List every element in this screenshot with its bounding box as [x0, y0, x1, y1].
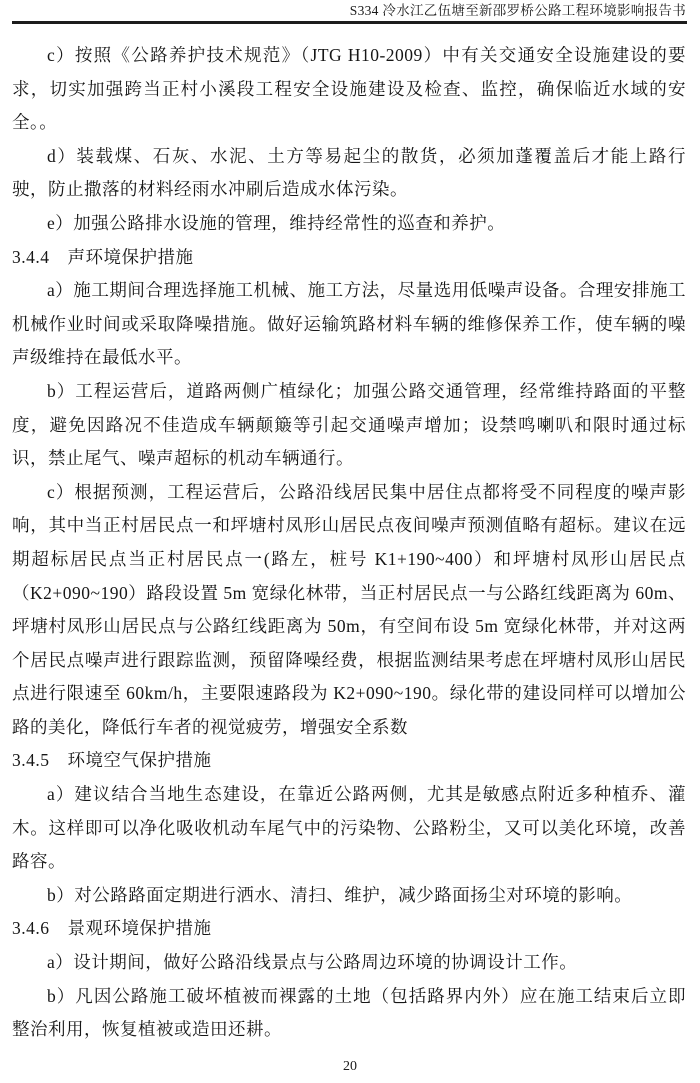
header-rule — [12, 21, 687, 24]
para-e-drainage: e）加强公路排水设施的管理，维持经常性的巡查和养护。 — [47, 212, 506, 233]
para-air-a: a）建议结合当地生态建设，在靠近公路两侧，尤其是敏感点附近多种植乔、灌木。这样即可以净化吸收机动车尾气中的污染物、公路粉尘，又可以美化环境，改善路容。 — [12, 784, 686, 872]
para-air-b: b）对公路路面定期进行洒水、清扫、维护，减少路面扬尘对环境的影响。 — [47, 884, 633, 905]
heading-3-4-5-air: 3.4.5 环境空气保护措施 — [12, 750, 212, 771]
running-title: S334 冷水江乙伍塘至新邵罗桥公路工程环境影响报告书 — [349, 3, 686, 18]
para-noise-a: a）施工期间合理选择施工机械、施工方法，尽量选用低噪声设备。合理安排施工机械作业时间或采取降噪措施。做好运输筑路材料车辆的维修保养工作，使车辆的噪声级维持在最低水平。 — [12, 280, 686, 368]
para-d-dust-cargo: d）装载煤、石灰、水泥、土方等易起尘的散货，必须加蓬覆盖后才能上路行驶，防止撒落的材料经雨水冲刷后造成水体污染。 — [12, 145, 686, 200]
heading-3-4-4-noise: 3.4.4 声环境保护措施 — [12, 246, 194, 267]
heading-3-4-6-landscape: 3.4.6 景观环境保护措施 — [12, 918, 212, 939]
page-number: 20 — [343, 1059, 357, 1074]
para-landscape-a: a）设计期间，做好公路沿线景点与公路周边环境的协调设计工作。 — [47, 952, 578, 973]
page-header — [12, 2, 686, 19]
para-c-road-maintenance: c）按照《公路养护技术规范》（JTG H10-2009）中有关交通安全设施建设的要求，切实加强跨当正村小溪段工程安全设施建设及检查、监控，确保临近水域的安全。。 — [12, 45, 686, 133]
page-footer — [0, 1058, 700, 1076]
para-noise-b: b）工程运营后，道路两侧广植绿化；加强公路交通管理，经常维持路面的平整度，避免因路况不佳造成车辆颠簸等引起交通噪声增加；设禁鸣喇叭和限时通过标识，禁止尾气、噪声超标的机动车辆通行。 — [12, 380, 686, 469]
document-body — [12, 39, 686, 1047]
para-noise-c: c）根据预测，工程运营后，公路沿线居民集中居住点都将受不同程度的噪声影响，其中当正村居民点一和坪塘村凤形山居民点夜间噪声预测值略有超标。建议在远期超标居民点当正村居民点一(路左，桩号 K1+190~400）和坪塘村凤形山居民点（K2+090~190）路段设置 5m 宽绿化林带，当正村居民点一与公路红线距离为 60m、坪塘村凤形山居民点与公路红线距离为 50m，有空间布设 5m 宽绿化林带，并对这两个居民点噪声进行跟踪监测，预留降噪经费，根据监测结果考虑在坪塘村凤形山居民点进行限速至 60km/h，主要限速路段为 K2+090~190。绿化带的建设同样可以增加公路的美化，降低行车者的视觉疲劳，增强安全系数 — [12, 481, 686, 737]
para-landscape-b: b）凡因公路施工破坏植被而裸露的土地（包括路界内外）应在施工结束后立即整治利用，恢复植被或造田还耕。 — [12, 985, 686, 1040]
